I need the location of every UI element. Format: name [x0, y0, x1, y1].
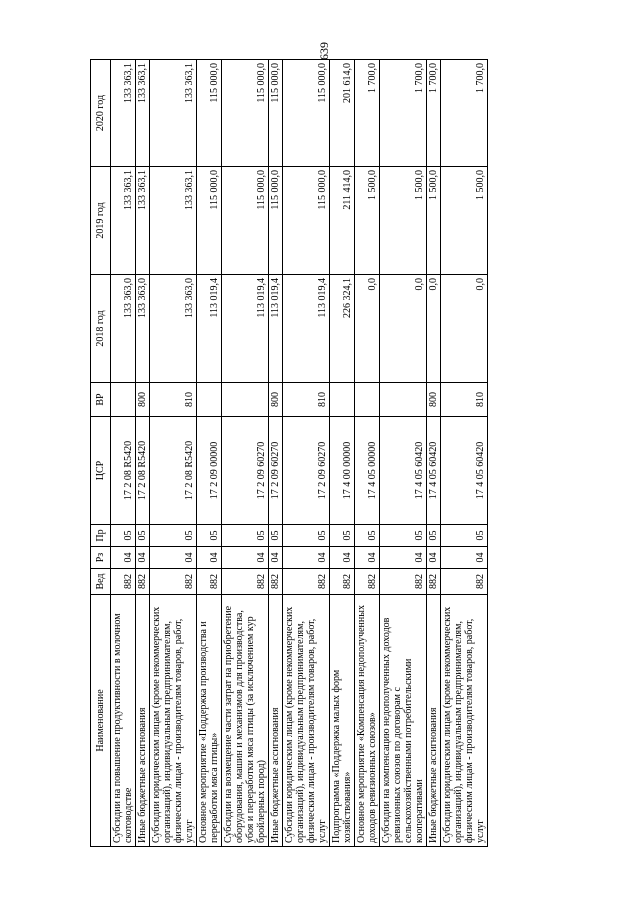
- cell-y2020: 1 700,0: [441, 60, 488, 167]
- cell-pr: 05: [197, 525, 222, 547]
- cell-ved: 882: [330, 569, 355, 595]
- table-row: [441, 60, 488, 847]
- cell-name: Субсидии на компенсацию недополученных доходов ревизионных союзов по договорам с сельскохозяйственными потребительскими кооперативами: [380, 595, 427, 847]
- table-row: [111, 60, 136, 847]
- table-row: [330, 60, 355, 847]
- table-row: [269, 60, 283, 847]
- cell-rz: 04: [330, 547, 355, 569]
- cell-name: Основное мероприятие «Компенсация недополученных доходов ревизионных союзов»: [355, 595, 380, 847]
- cell-ved: 882: [136, 569, 150, 595]
- cell-y2019: 1 500,0: [355, 167, 380, 275]
- cell-y2020: 115 000,0: [283, 60, 330, 167]
- cell-csr: 17 2 08 R5420: [150, 417, 197, 525]
- cell-ved: 882: [150, 569, 197, 595]
- cell-vr: [355, 383, 380, 417]
- cell-y2020: 115 000,0: [197, 60, 222, 167]
- header-name: Наименование: [91, 595, 111, 847]
- cell-ved: 882: [427, 569, 441, 595]
- cell-rz: 04: [427, 547, 441, 569]
- cell-y2020: 115 000,0: [269, 60, 283, 167]
- cell-pr: 05: [283, 525, 330, 547]
- table-row: [136, 60, 150, 847]
- cell-vr: 800: [136, 383, 150, 417]
- cell-y2018: 133 363,0: [136, 275, 150, 383]
- cell-rz: 04: [111, 547, 136, 569]
- table-row: [427, 60, 441, 847]
- table-header-row: [91, 60, 111, 847]
- cell-vr: 810: [283, 383, 330, 417]
- cell-y2018: 113 019,4: [222, 275, 269, 383]
- cell-csr: 17 2 09 60270: [222, 417, 269, 525]
- cell-csr: 17 4 05 60420: [380, 417, 427, 525]
- cell-vr: [380, 383, 427, 417]
- cell-y2019: 1 500,0: [441, 167, 488, 275]
- cell-rz: 04: [355, 547, 380, 569]
- cell-y2020: 133 363,1: [111, 60, 136, 167]
- cell-csr: 17 2 09 60270: [269, 417, 283, 525]
- budget-table: [90, 59, 488, 847]
- cell-y2018: 0,0: [427, 275, 441, 383]
- cell-rz: 04: [441, 547, 488, 569]
- cell-vr: [197, 383, 222, 417]
- cell-csr: 17 4 05 60420: [441, 417, 488, 525]
- cell-ved: 882: [197, 569, 222, 595]
- cell-vr: 810: [150, 383, 197, 417]
- cell-vr: [330, 383, 355, 417]
- cell-rz: 04: [283, 547, 330, 569]
- cell-y2020: 1 700,0: [427, 60, 441, 167]
- cell-y2020: 1 700,0: [355, 60, 380, 167]
- cell-pr: 05: [380, 525, 427, 547]
- cell-pr: 05: [330, 525, 355, 547]
- cell-y2018: 0,0: [380, 275, 427, 383]
- header-csr: ЦСР: [91, 417, 111, 525]
- cell-ved: 882: [380, 569, 427, 595]
- header-rz: Рз: [91, 547, 111, 569]
- cell-name: Субсидии юридическим лицам (кроме некоммерческих организаций), индивидуальным предпринимателям, физическим лицам - производителям товаров, работ, услуг: [150, 595, 197, 847]
- cell-csr: 17 2 08 R5420: [136, 417, 150, 525]
- cell-name: Иные бюджетные ассигнования: [269, 595, 283, 847]
- cell-pr: 05: [150, 525, 197, 547]
- table-row: [355, 60, 380, 847]
- cell-ved: 882: [269, 569, 283, 595]
- cell-pr: 05: [427, 525, 441, 547]
- cell-vr: [111, 383, 136, 417]
- cell-ved: 882: [283, 569, 330, 595]
- cell-csr: 17 2 09 00000: [197, 417, 222, 525]
- header-vr: ВР: [91, 383, 111, 417]
- cell-pr: 05: [222, 525, 269, 547]
- header-2018: 2018 год: [91, 275, 111, 383]
- table-row: [222, 60, 269, 847]
- cell-csr: 17 4 05 00000: [355, 417, 380, 525]
- header-ved: Вед: [91, 569, 111, 595]
- cell-y2018: 113 019,4: [197, 275, 222, 383]
- page-number: 639: [317, 42, 331, 60]
- budget-table-container: [90, 60, 540, 847]
- cell-y2018: 133 363,0: [111, 275, 136, 383]
- header-2020: 2020 год: [91, 60, 111, 167]
- cell-vr: 810: [441, 383, 488, 417]
- cell-y2020: 133 363,1: [150, 60, 197, 167]
- cell-csr: 17 4 05 60420: [427, 417, 441, 525]
- cell-vr: 800: [269, 383, 283, 417]
- cell-csr: 17 2 08 R5420: [111, 417, 136, 525]
- cell-y2019: 133 363,1: [111, 167, 136, 275]
- cell-ved: 882: [222, 569, 269, 595]
- cell-vr: [222, 383, 269, 417]
- cell-name: Иные бюджетные ассигнования: [427, 595, 441, 847]
- cell-rz: 04: [380, 547, 427, 569]
- cell-y2019: 115 000,0: [197, 167, 222, 275]
- table-row: [197, 60, 222, 847]
- table-row: [380, 60, 427, 847]
- cell-name: Субсидии на повышение продуктивности в молочном скотоводстве: [111, 595, 136, 847]
- cell-y2020: 115 000,0: [222, 60, 269, 167]
- cell-y2019: 133 363,1: [136, 167, 150, 275]
- cell-name: Субсидии юридическим лицам (кроме некоммерческих организаций), индивидуальным предпринимателям, физическим лицам - производителям товаров, работ, услуг: [283, 595, 330, 847]
- cell-y2018: 113 019,4: [269, 275, 283, 383]
- cell-y2020: 133 363,1: [136, 60, 150, 167]
- cell-csr: 17 2 09 60270: [283, 417, 330, 525]
- cell-ved: 882: [441, 569, 488, 595]
- cell-y2018: 226 324,1: [330, 275, 355, 383]
- cell-y2018: 133 363,0: [150, 275, 197, 383]
- cell-pr: 05: [136, 525, 150, 547]
- cell-y2019: 1 500,0: [427, 167, 441, 275]
- header-2019: 2019 год: [91, 167, 111, 275]
- cell-rz: 04: [150, 547, 197, 569]
- header-pr: Пр: [91, 525, 111, 547]
- cell-y2020: 1 700,0: [380, 60, 427, 167]
- cell-y2019: 211 414,0: [330, 167, 355, 275]
- cell-ved: 882: [355, 569, 380, 595]
- cell-rz: 04: [269, 547, 283, 569]
- cell-pr: 05: [269, 525, 283, 547]
- cell-pr: 05: [355, 525, 380, 547]
- table-row: [150, 60, 197, 847]
- cell-name: Иные бюджетные ассигнования: [136, 595, 150, 847]
- cell-rz: 04: [136, 547, 150, 569]
- cell-name: Основное мероприятие «Поддержка производства и переработки мяса птицы»: [197, 595, 222, 847]
- cell-name: Подпрограмма «Поддержка малых форм хозяйствования»: [330, 595, 355, 847]
- cell-ved: 882: [111, 569, 136, 595]
- table-row: [283, 60, 330, 847]
- cell-y2018: 0,0: [441, 275, 488, 383]
- cell-rz: 04: [222, 547, 269, 569]
- cell-csr: 17 4 00 00000: [330, 417, 355, 525]
- cell-y2018: 113 019,4: [283, 275, 330, 383]
- table-body: [111, 60, 488, 847]
- cell-y2019: 133 363,1: [150, 167, 197, 275]
- cell-y2019: 1 500,0: [380, 167, 427, 275]
- cell-y2019: 115 000,0: [283, 167, 330, 275]
- cell-y2018: 0,0: [355, 275, 380, 383]
- cell-name: Субсидии юридическим лицам (кроме некоммерческих организаций), индивидуальным предпринимателям, физическим лицам - производителям товаров, работ, услуг: [441, 595, 488, 847]
- cell-y2019: 115 000,0: [222, 167, 269, 275]
- cell-y2019: 115 000,0: [269, 167, 283, 275]
- cell-name: Субсидии на возмещение части затрат на приобретение оборудования, машин и механизмов для производства, убоя и переработки мяса птицы (за исключением кур бройлерных пород): [222, 595, 269, 847]
- cell-rz: 04: [197, 547, 222, 569]
- cell-pr: 05: [111, 525, 136, 547]
- cell-vr: 800: [427, 383, 441, 417]
- cell-y2020: 201 614,0: [330, 60, 355, 167]
- cell-pr: 05: [441, 525, 488, 547]
